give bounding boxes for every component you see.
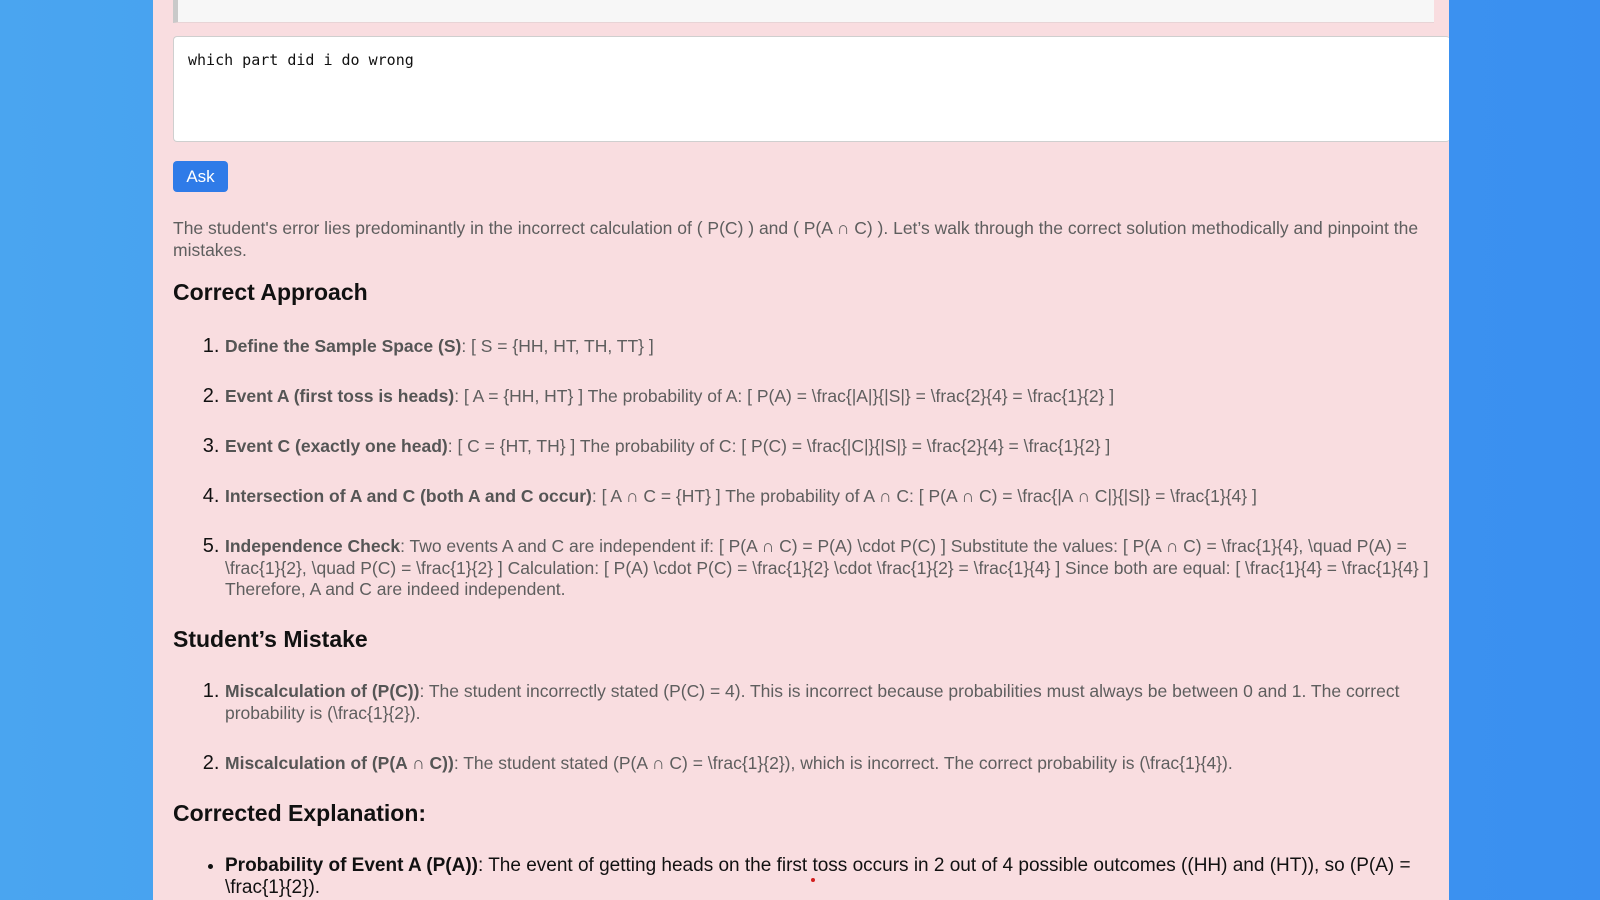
corrected-explanation-heading: Corrected Explanation: <box>173 800 427 826</box>
mistakes-list <box>173 753 1433 775</box>
ask-button[interactable]: Ask <box>173 161 228 192</box>
list-item <box>225 436 1433 458</box>
step-title: Intersection of A and C (both A and C occur) <box>225 486 592 506</box>
list-item <box>225 536 1433 601</box>
step-text: : [ A ∩ C = {HT} ] The probability of A ∩ C: [ P(A ∩ C) = \frac{|A ∩ C|}{|S|} = \frac{1}{4} ] <box>591 486 1257 506</box>
mistake-title: Miscalculation of (P(C)) <box>225 681 420 701</box>
list-item <box>225 486 1433 508</box>
chat-panel <box>153 0 1449 900</box>
mistake-text: : The student incorrectly stated (P(C) = 4). This is incorrect because probabilities must always be between 0 and 1. The correct probability is (\frac{1}{2}). <box>225 681 1400 723</box>
step-title: Event A (first toss is heads) <box>225 386 455 406</box>
corrected-title: Probability of Event A (P(A)) <box>225 855 478 876</box>
question-input-wrapper <box>173 36 1449 142</box>
step-text: : [ C = {HT, TH} ] The probability of C: [ P(C) = \frac{|C|}{|S|} = \frac{2}{4} = \frac{1}{2} ] <box>447 436 1111 456</box>
mistake-title: Miscalculation of (P(A ∩ C)) <box>225 753 454 773</box>
list-item <box>225 336 1433 358</box>
list-item <box>225 753 1433 775</box>
step-text: : Two events A and C are independent if: [ P(A ∩ C) = P(A) \cdot P(C) ] Substitute the values: [ P(A ∩ C) = \frac{1}{4}, \quad P(A) = \frac{1}{2}, \quad P(C) = \frac{1}{2} ] Calculation: [ P(A) \cdot P(C) = \frac{1}{2} \cdot \frac{1}{2} = \frac{1}{4} ] Since both are equal: [ \frac{1}{4} = \frac{1}{4} ] Therefore, A and C are indeed independent. <box>225 536 1429 599</box>
step-title: Event C (exactly one head) <box>225 436 448 456</box>
step-title: Independence Check <box>225 536 401 556</box>
correct-steps-list <box>173 536 1433 601</box>
list-item <box>225 855 1433 899</box>
mistakes-list <box>173 681 1433 724</box>
question-input[interactable] <box>174 37 1449 141</box>
list-item <box>225 681 1433 724</box>
step-text: : [ A = {HH, HT} ] The probability of A: [ P(A) = \frac{|A|}{|S|} = \frac{2}{4} = \frac{1}{2} ] <box>454 386 1115 406</box>
correct-steps-list <box>173 336 1433 358</box>
corrected-text: : The event of getting heads on the first toss occurs in 2 out of 4 possible outcomes ((HH) and (HT)), so (P(A) = \frac{1}{2}). <box>225 855 1411 898</box>
step-text: : [ S = {HH, HT, TH, TT} ] <box>461 336 654 356</box>
correct-steps-list <box>173 486 1433 508</box>
student-mistake-heading: Student’s Mistake <box>173 626 368 652</box>
mistake-text: : The student stated (P(A ∩ C) = \frac{1}{2}), which is incorrect. The correct probability is (\frac{1}{4}). <box>453 753 1233 773</box>
cursor-dot <box>811 878 815 882</box>
corrected-items-list <box>173 855 1433 899</box>
correct-approach-heading: Correct Approach <box>173 279 368 305</box>
previous-message-box <box>173 0 1434 23</box>
correct-steps-list <box>173 386 1433 408</box>
answer-intro: The student's error lies predominantly in the incorrect calculation of ( P(C) ) and ( P(A ∩ C) ). Let’s walk through the correct solution methodically and pinpoint the mistakes. <box>173 218 1419 260</box>
step-title: Define the Sample Space (S) <box>225 336 462 356</box>
correct-steps-list <box>173 436 1433 458</box>
list-item <box>225 386 1433 408</box>
answer-content <box>173 218 1433 898</box>
